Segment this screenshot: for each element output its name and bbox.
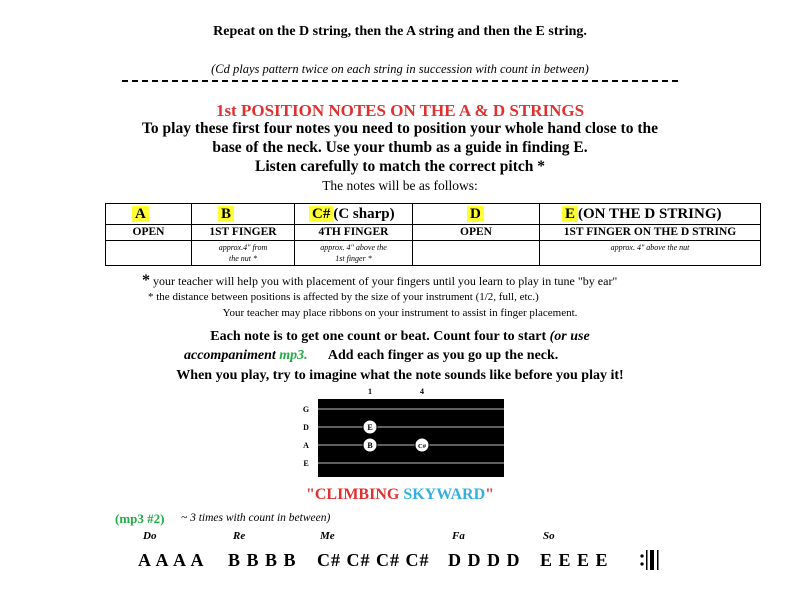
mp3-note: ~ 3 times with count in between) xyxy=(181,512,331,524)
practice-text: Each note is to get one count or beat. Count four to start xyxy=(210,329,550,344)
string-label-g: G xyxy=(302,405,310,414)
fret-label: 4 xyxy=(420,387,424,396)
note-column-e xyxy=(540,204,760,265)
finger-label: 1ST FINGER ON THE D STRING xyxy=(540,225,760,241)
note-name: A xyxy=(132,206,149,222)
note-group-e: E E E E xyxy=(540,550,609,570)
note-group-b: B B B B xyxy=(228,550,297,570)
note-column-b xyxy=(192,204,295,265)
finger-marker-label: B xyxy=(367,441,373,450)
section-title-text: 1st POSITION NOTES ON THE A & D STRINGS xyxy=(215,101,585,120)
practice-text: Add each finger as you go up the neck. xyxy=(307,348,559,363)
instruction-line-1: To play these first four notes you need to position your whole hand close to the xyxy=(142,120,658,137)
footnote-3: Your teacher may place ribbons on your instrument to assist in finger placement. xyxy=(222,307,578,319)
string-label-d: D xyxy=(303,423,309,432)
finger-label: 4TH FINGER xyxy=(295,225,412,241)
dashed-divider xyxy=(122,80,678,82)
mp3-link[interactable]: mp3. xyxy=(279,348,308,363)
mp3-label[interactable] xyxy=(115,511,164,527)
position-desc-2: the nut * xyxy=(229,254,257,263)
footnote-2 xyxy=(148,291,539,303)
note-column-a xyxy=(106,204,192,265)
footnote-star: * xyxy=(148,291,154,303)
fingerboard xyxy=(318,399,504,477)
note-suffix: (ON THE D STRING) xyxy=(578,206,722,222)
instruction-line-4: The notes will be as follows: xyxy=(322,178,478,193)
solfege-do: Do xyxy=(143,530,157,542)
note-name: D xyxy=(467,206,484,222)
cd-note: (Cd plays pattern twice on each string in succession with count in between) xyxy=(211,62,589,76)
note-suffix: (C sharp) xyxy=(333,206,395,222)
practice-line-3: When you play, try to imagine what the note sounds like before you play it! xyxy=(176,368,624,383)
note-column-d xyxy=(413,204,540,265)
instruction-line-2: base of the neck. Use your thumb as a guide in finding E. xyxy=(212,139,588,156)
footnote-star: * xyxy=(142,272,150,289)
solfege-fa: Fa xyxy=(452,530,465,542)
finger-marker-label: E xyxy=(367,423,373,432)
practice-line-1 xyxy=(0,329,800,345)
footnote-1-text: your teacher will help you with placement of your fingers until you learn to play in tune "by ear" xyxy=(150,274,618,288)
footnote-1 xyxy=(142,272,617,290)
finger-marker-label: C# xyxy=(418,443,426,450)
footnote-2-text: the distance between positions is affected by the size of your instrument (1/2, full, etc.) xyxy=(153,291,539,303)
fret-label: 1 xyxy=(368,387,372,396)
mp3-label-text[interactable]: (mp3 #2) xyxy=(115,511,165,526)
song-title xyxy=(0,486,800,504)
instruction-line-3: Listen carefully to match the correct pitch * xyxy=(255,158,545,175)
position-desc-1: approx.4" from xyxy=(218,243,268,252)
song-title-part-1: "CLIMBING xyxy=(305,486,404,503)
note-column-c-sharp xyxy=(295,204,413,265)
position-desc-1: approx. 4" above the nut xyxy=(610,243,690,252)
note-group-a: A A A A xyxy=(138,550,205,570)
finger-label: 1ST FINGER xyxy=(192,225,294,241)
note-name: C# xyxy=(309,206,333,222)
section-title xyxy=(0,101,800,121)
solfege-me: Me xyxy=(320,530,335,542)
song-title-part-2: SKYWARD xyxy=(403,486,486,503)
notes-table xyxy=(105,203,761,266)
string-label-a: A xyxy=(303,441,309,450)
string-label-e: E xyxy=(303,459,309,468)
solfege-re: Re xyxy=(233,530,246,542)
finger-label: OPEN xyxy=(413,225,539,241)
solfege-so: So xyxy=(543,530,555,542)
finger-label: OPEN xyxy=(106,225,191,241)
repeat-sign-icon xyxy=(638,548,662,572)
practice-text-italic: (or use xyxy=(549,329,590,344)
position-desc-2: 1st finger * xyxy=(335,254,372,263)
practice-line-2 xyxy=(184,348,558,364)
fingerboard-diagram xyxy=(298,384,508,480)
note-name: B xyxy=(218,206,234,222)
note-group-d: D D D D xyxy=(448,550,521,570)
position-desc-1: approx. 4" above the xyxy=(320,243,387,252)
note-group-c-sharp: C# C# C# C# xyxy=(317,550,430,570)
intro-text: Repeat on the D string, then the A string and then the E string. xyxy=(213,24,587,39)
song-title-part-3: " xyxy=(485,486,495,503)
note-name: E xyxy=(562,206,578,222)
practice-text-italic: accompaniment xyxy=(184,348,280,363)
